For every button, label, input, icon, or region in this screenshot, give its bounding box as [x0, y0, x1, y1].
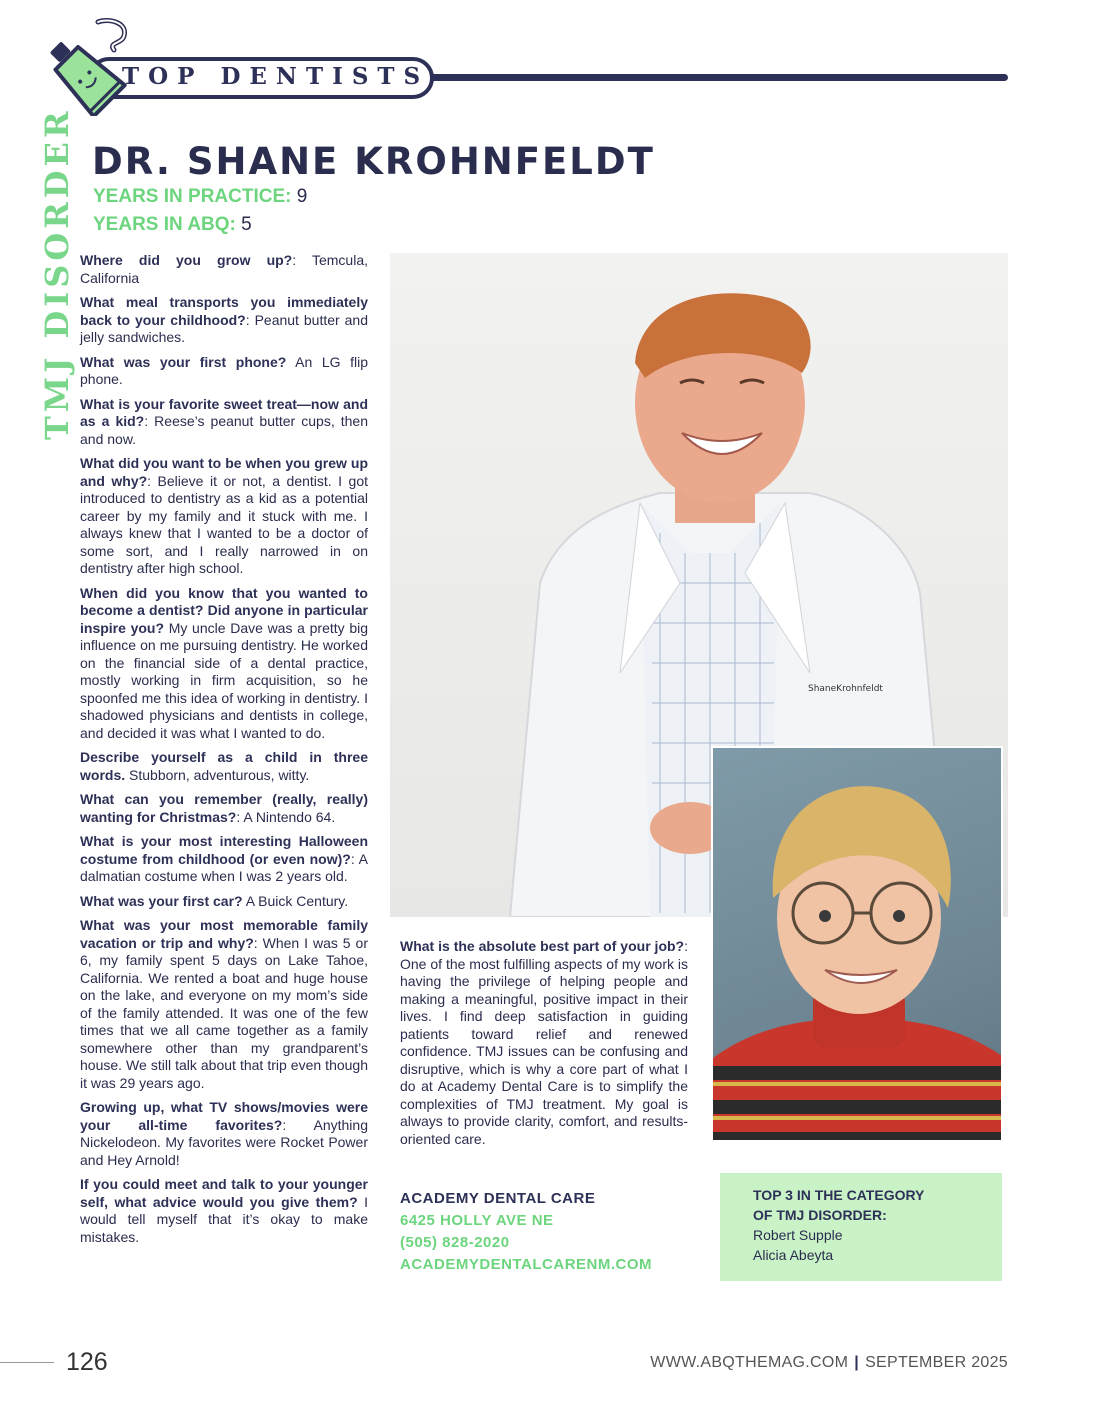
years-in-abq-value: 5 [241, 214, 252, 235]
top3-name: Robert Supple [753, 1227, 843, 1243]
footer-separator: | [854, 1354, 860, 1371]
years-in-practice [93, 186, 307, 208]
coat-embroidery: ShaneKrohnfeldt [808, 684, 883, 694]
page-number: 126 [66, 1348, 108, 1376]
years-in-abq [93, 214, 252, 236]
footer-rule [0, 1362, 54, 1363]
top3-title-line2: OF TMJ DISORDER: [753, 1207, 887, 1223]
qa-item: What is your favorite sweet treat—now and as a kid?: Reese’s peanut butter cups, then and now. [80, 395, 368, 447]
practice-address: 6425 HOLLY AVE NE [400, 1212, 554, 1229]
top3-name: Alicia Abeyta [753, 1247, 834, 1263]
childhood-photo [711, 746, 1003, 1142]
qa-best-part [400, 938, 688, 1155]
header-rule [412, 74, 1008, 81]
qa-item: What meal transports you immediately back to your childhood?: Peanut butter and jelly sandwiches. [80, 294, 368, 345]
qa-item: Growing up, what TV shows/movies were your all-time favorites?: Anything Nickelodeon. My favorites were Rocket Power and Hey Arnold! [80, 1099, 368, 1168]
top3-title-line1: TOP 3 IN THE CATEGORY [753, 1187, 925, 1203]
practice-name: ACADEMY DENTAL CARE [400, 1190, 596, 1207]
qa-item: When did you know that you wanted to become a dentist? Did anyone in particular inspire you? My uncle Dave was a pretty big influence on me pursuing dentistry. He worked on the financial side of a dental practice, mostly working in firm acquisition, so he spoonfed me this idea of working in dentistry. I shadowed physicians and dentists in college, and decided it was what I wanted to do. [80, 584, 369, 741]
qa-item: What did you want to be when you grew up and why?: Believe it or not, a dentist. I got introduced to dentistry as a kid as a potential career by my family and it stuck with me. I always knew that I wanted to be a doctor of some sort, and I really narrowed in on dentistry after high school. [80, 455, 369, 576]
dentist-name: DR. SHANE KROHNFELDT [92, 140, 655, 183]
qa-item: What was your most memorable family vacation or trip and why?: When I was 5 or 6, my family spent 5 days on Lake Tahoe, California. We rented a boat and huge house on the lake, and everyone on my mom’s side of the family attended. It was one of the few times that we all came together as a family somewhere other than my grandparent’s house. We still talk about that trip even though it was 29 years ago. [80, 917, 368, 1091]
practice-phone[interactable]: (505) 828-2020 [400, 1234, 510, 1251]
childhood-portrait-illustration [713, 748, 1003, 1142]
qa-item: Where did you grow up?: Temcula, California [80, 252, 369, 286]
footer-issue: SEPTEMBER 2025 [865, 1354, 1008, 1371]
category-vertical-label: TMJ DISORDER [38, 107, 76, 440]
footer-site-link[interactable]: WWW.ABQTHEMAG.COM [650, 1354, 849, 1371]
qa-item: Describe yourself as a child in three words. Stubborn, adventurous, witty. [80, 749, 368, 783]
practice-website-link[interactable]: ACADEMYDENTALCARENM.COM [400, 1256, 653, 1273]
toothpaste-tube-icon [28, 16, 138, 116]
qa-item: If you could meet and talk to your younger self, what advice would you give them? I would tell myself that it’s okay to make mistakes. [80, 1176, 368, 1245]
qa-item: What can you remember (really, really) wanting for Christmas?: A Nintendo 64. [80, 791, 368, 825]
qa-item: What is the absolute best part of your job?: One of the most fulfilling aspects of my work is having the privilege of helping people and making a meaningful, positive impact in their lives. I find deep satisfaction in guiding patients toward relief and renewed confidence. TMJ issues can be confusing and disruptive, which is why a core part of what I do at Academy Dental Care is to simplify the complexities of TMJ treatment. My goal is always to provide clarity, comfort, and results-oriented care. [400, 938, 688, 1147]
qa-item: What was your first phone? An LG flip phone. [80, 353, 368, 387]
years-in-abq-label: YEARS IN ABQ: [93, 214, 236, 235]
years-in-practice-label: YEARS IN PRACTICE: [93, 186, 292, 207]
footer-credits [650, 1354, 1008, 1372]
section-title: TOP DENTISTS [122, 63, 430, 90]
years-in-practice-value: 9 [296, 186, 308, 207]
top3-box [720, 1173, 1002, 1281]
qa-column [80, 252, 368, 1253]
qa-item: What was your first car? A Buick Century. [80, 892, 349, 909]
qa-item: What is your most interesting Halloween costume from childhood (or even now)?: A dalmatian costume when I was 2 years old. [80, 833, 368, 884]
